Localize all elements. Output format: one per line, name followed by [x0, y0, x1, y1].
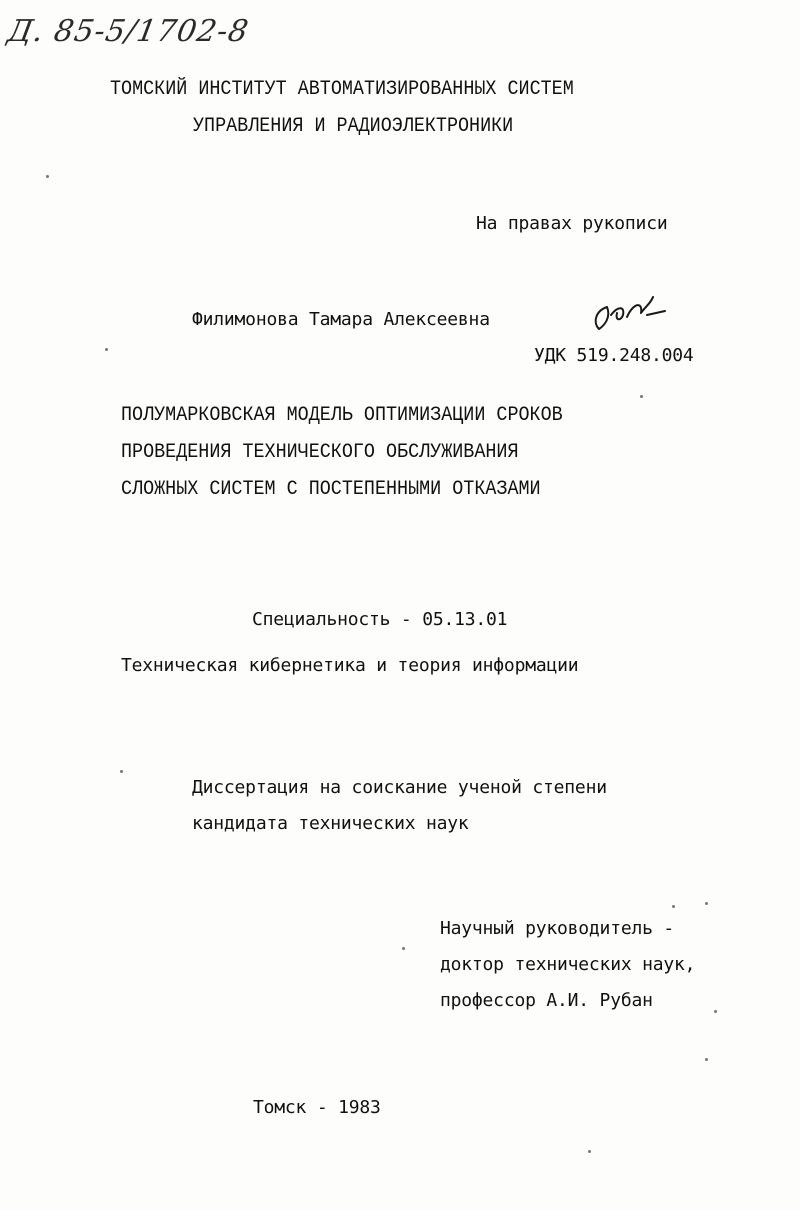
supervisor-line-2: доктор технических наук,: [440, 954, 696, 975]
scan-speck: [672, 905, 675, 908]
archive-mark: Д. 85-5/1702-8: [4, 14, 252, 49]
scan-speck: [640, 395, 643, 398]
institute-line-1: ТОМСКИЙ ИНСТИТУТ АВТОМАТИЗИРОВАННЫХ СИСТЕМ: [110, 78, 574, 101]
dissertation-line-2: кандидата технических наук: [192, 813, 469, 834]
author-name: Филимонова Тамара Алексеевна: [192, 309, 490, 330]
scan-speck: [705, 902, 708, 905]
signature-icon: [585, 293, 675, 335]
scan-speck: [105, 348, 108, 351]
scan-speck: [402, 947, 405, 950]
supervisor-line-1: Научный руководитель -: [440, 918, 675, 939]
title-line-3: СЛОЖНЫХ СИСТЕМ С ПОСТЕПЕННЫМИ ОТКАЗАМИ: [121, 478, 541, 501]
supervisor-line-3: профессор А.И. Рубан: [440, 990, 653, 1011]
manuscript-note: На правах рукописи: [476, 213, 668, 234]
institute-line-2: УПРАВЛЕНИЯ И РАДИОЭЛЕКТРОНИКИ: [193, 115, 514, 138]
specialty-code: Специальность - 05.13.01: [252, 609, 508, 630]
udc-code: УДК 519.248.004: [534, 345, 694, 366]
title-line-2: ПРОВЕДЕНИЯ ТЕХНИЧЕСКОГО ОБСЛУЖИВАНИЯ: [121, 441, 519, 464]
city-year: Томск - 1983: [253, 1097, 381, 1118]
scan-speck: [46, 175, 49, 178]
title-line-1: ПОЛУМАРКОВСКАЯ МОДЕЛЬ ОПТИМИЗАЦИИ СРОКОВ: [121, 404, 563, 427]
dissertation-line-1: Диссертация на соискание ученой степени: [192, 777, 607, 798]
scan-speck: [705, 1058, 708, 1061]
scan-speck: [588, 1150, 591, 1153]
scan-speck: [714, 1010, 717, 1013]
specialty-name: Техническая кибернетика и теория информации: [121, 655, 579, 676]
scan-speck: [120, 770, 123, 773]
